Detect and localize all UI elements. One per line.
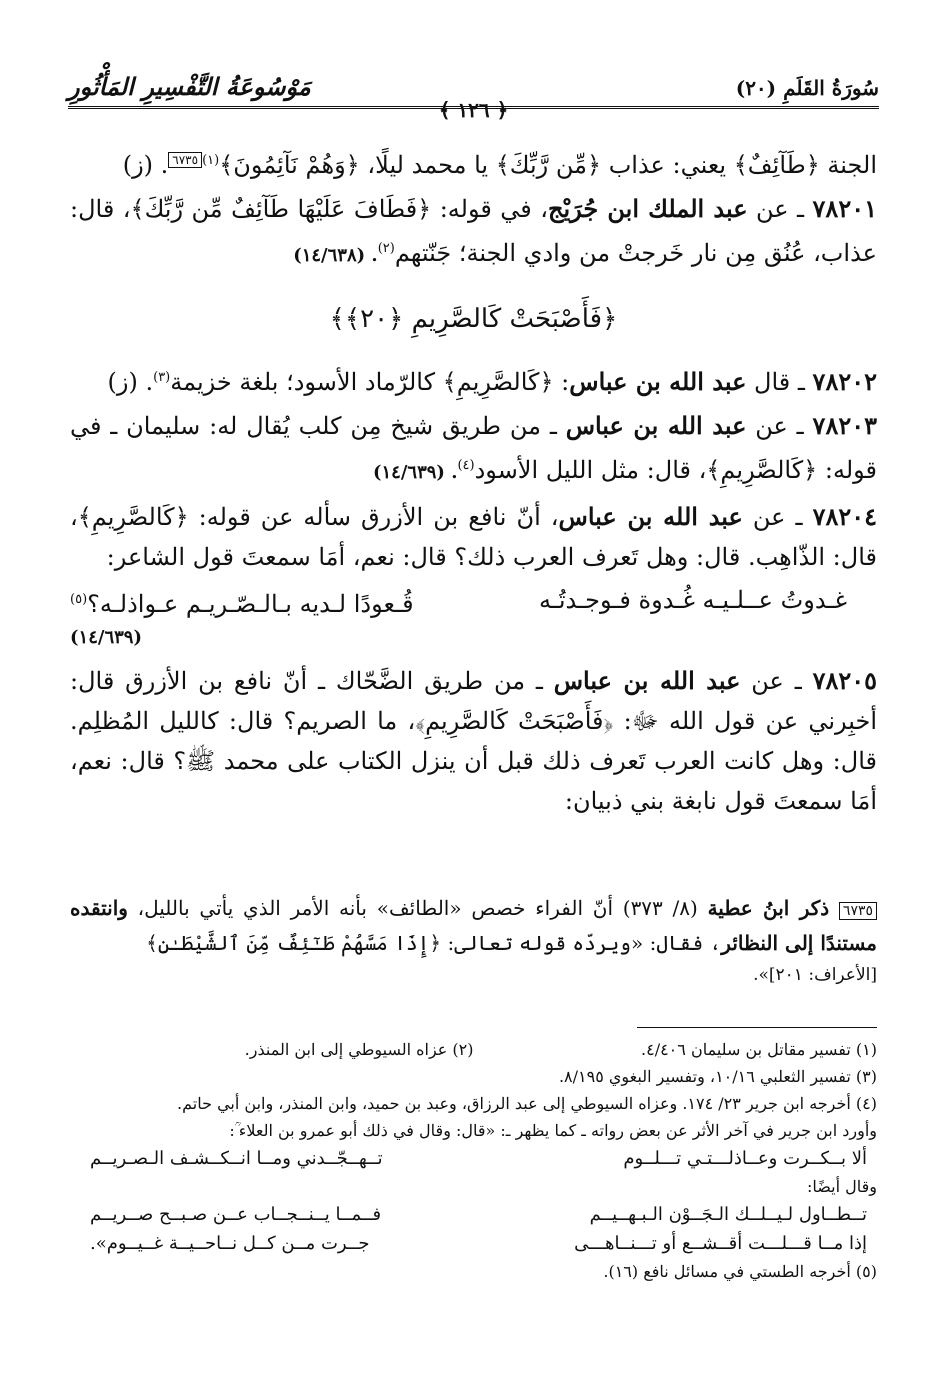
footnote-2: (٢) عزاه السيوطي إلى ابن المنذر.	[244, 1040, 474, 1059]
poem-verse	[70, 581, 877, 623]
poem-hemistich-left: تــهــجّــدني ومــا انــكــشـف الـصـريــم	[90, 1148, 383, 1169]
page-number: ﴿ ١٢٦ ﴾	[438, 98, 509, 122]
paragraph-0	[70, 140, 877, 185]
source-reference: (١٤/٦٣٩)	[70, 627, 142, 648]
verse-heading: ﴿فَأَصْبَحَتْ كَالصَّرِيمِ ﴿٢٠﴾﴾	[329, 304, 618, 334]
narrator-name: عبد الله بن عباس	[558, 502, 743, 531]
narrator-name: عبد الله بن عباس	[553, 666, 741, 695]
footnote-mark-1: (١)	[202, 153, 220, 168]
paragraph-78205	[70, 661, 877, 821]
main-text	[70, 140, 877, 825]
paragraph-78204	[70, 497, 877, 577]
report-number: ٧٨٢٠٣	[812, 411, 877, 440]
footnote-poem-3	[70, 1229, 877, 1258]
note-number-box: ٦٧٣٥	[839, 902, 877, 920]
report-number: ٧٨٢٠٤	[812, 502, 878, 531]
text-segment: ـ قال	[746, 368, 813, 396]
narrator-name: عبد الله بن عباس	[565, 411, 747, 440]
narrator-name: عبد الملك ابن جُرَيْج	[547, 194, 748, 223]
report-number: ٧٨٢٠١	[812, 194, 877, 223]
footnote-3: (٣) تفسير الثعلبي ١٠/١٦، وتفسير البغوي ٨/١٩٥.	[558, 1067, 877, 1086]
text-segment: ـ عن	[746, 412, 813, 440]
poem-hemistich-right: تــطــاول لـيــلــك الـجَــوْن الـبـهــيــم	[589, 1204, 867, 1225]
footnote-poem-1	[70, 1144, 877, 1173]
footnote-poem-2	[70, 1200, 877, 1229]
note-bold-a: ذكر ابنُ عطية	[707, 896, 830, 920]
text-segment: ـ من طريق الضَّحّاك ـ أنّ نافع بن الأزرق قال: أخبِرني عن قول الله ﷻ: ﴿فَأَصْبَحَتْ كَالصَّرِيمِ﴾، ما الصريم؟ قال: كالليل المُظلِم. قال: وهل كانت العرب تَعرف ذلك قبل أن ينزل الكتاب على محمد ﷺ؟ قال: نعم، أمَا سمعتَ قول نابغة بني ذبيان:	[70, 667, 877, 815]
paragraph-0-text: الجنة ﴿طَآئِفٌ﴾ يعني: عذاب ﴿مِّن رَّبِّكَ﴾ يا محمد ليلًا، ﴿وَهُمْ نَآئِمُونَ﴾	[219, 151, 877, 179]
paragraph-78203	[70, 406, 877, 493]
note-text-c: [الأعراف: ٢٠١]».	[753, 965, 877, 985]
footnote-divider	[637, 1027, 877, 1028]
poem-hemistich-right: ألا بــكــرت وعــاذلـــتـي تـــلــوم	[623, 1148, 867, 1169]
report-number: ٧٨٢٠٢	[812, 367, 877, 396]
poem-hemistich-left: فــمــا يــنــجــاب عــن صـبــح صــريــم	[90, 1204, 382, 1225]
footnote-row	[70, 1036, 877, 1063]
source-reference: . (١٤/٦٣٨)	[293, 245, 378, 266]
text-segment: : ﴿كَالصَّرِيمِ﴾ كالرّماد الأسود؛ بلغة خزيمة	[170, 368, 570, 396]
footnote-4: (٤) أخرجه ابن جرير ٢٣/ ١٧٤. وعزاه السيوطي إلى عبد الرزاق، وعبد بن حميد، وابن المنذر، وابن أبي حاتم.	[177, 1094, 877, 1113]
poem-hemistich-right: غـدوتُ عــلـيـه غُـدوة فـوجـدتُـه	[538, 586, 847, 614]
report-number: ٧٨٢٠٥	[812, 666, 878, 695]
text-segment: ـ عن	[742, 503, 813, 531]
footnote-mark-5: (٥)	[70, 592, 88, 607]
text-segment: ، أنّ نافع بن الأزرق سأله عن قوله: ﴿كَالصَّرِيمِ﴾، قال: الذّاهِب. قال: وهل تَعرف العرب ذلك؟ قال: نعم، أمَا سمعتَ قول الشاعر:	[70, 503, 877, 571]
paragraph-0-tail: . (ز)	[122, 151, 169, 179]
poem-hemistich-left: قُـعودًا لـديه بـالـصّـريـم عـواذلـه؟	[87, 590, 414, 618]
paragraph-78202	[70, 358, 877, 402]
footnote-mark-3: (٣)	[153, 370, 171, 385]
poem-hemistich-right: إذا مــا قـــلـــت أقــشــع أو تـــنــاهـــى	[574, 1233, 867, 1254]
commentary-note	[70, 892, 877, 991]
poem-hemistich-left-wrap	[70, 581, 414, 623]
footnote-1: (١) تفسير مقاتل بن سليمان ٤/٤٠٦.	[641, 1040, 877, 1059]
footnote-also: وقال أيضًا:	[807, 1177, 877, 1196]
footnotes	[70, 1036, 877, 1285]
page-header	[68, 62, 879, 122]
paragraph-tail: . (ز)	[107, 368, 154, 396]
poem-hemistich-left: جــرت مــن كــل نــاحــيــة غــيــوم».	[90, 1233, 370, 1254]
footnote-5: (٥) أخرجه الطستي في مسائل نافع (١٦).	[603, 1262, 877, 1281]
narrator-name: عبد الله بن عباس	[569, 367, 747, 396]
note-bold-b: وانتقده مستندًا إلى النظائر	[70, 896, 877, 955]
footnote-mark-4: (٤)	[457, 458, 475, 473]
note-text-a: (٨/ ٣٧٣) أنّ الفراء خصص «الطائف» بأنه الأمر الذي يأتي بالليل،	[127, 896, 708, 920]
note-mark-box: ٦٧٣٥	[168, 152, 202, 168]
text-segment: ـ عن	[747, 195, 813, 223]
text-segment: ، في قوله: ﴿فَطَافَ عَلَيْهَا طَآئِفٌ مِّن رَّبِّكَ﴾، قال: عذاب، عُنُق مِن نار خَرجتْ من وادي الجنة؛ جَنّتهم	[70, 195, 877, 267]
surah-title: سُورَةُ القَلَمِ (٢٠)	[735, 76, 879, 100]
series-title: مَوْسُوعَةُ التَّفْسِيرِ المَأْثُورِ	[68, 72, 311, 101]
text-segment: ـ من طريق شيخ مِن كلب يُقال له: سليمان ـ في قوله: ﴿كَالصَّرِيمِ﴾، قال: مثل الليل الأسود	[70, 412, 877, 484]
text-segment: ـ عن	[740, 667, 813, 695]
paragraph-78201	[70, 189, 877, 276]
source-reference: . (١٤/٦٣٩)	[372, 462, 458, 483]
note-text-b: ، فقال: «ويردّه قوله تعالى: ﴿إِذَا مَسَّهُمْ طَـٰٓئِفٌ مِّنَ ٱلشَّيْطَـٰنِ﴾	[146, 931, 722, 955]
footnote-mark-2: (٢)	[377, 241, 395, 256]
footnote-4-continued: وأورد ابن جرير في آخر الأثر عن بعض رواته ـ كما يظهر ـ: «قال: وقال في ذلك أبو عمرو بن العلاء ؒ:	[229, 1121, 877, 1140]
